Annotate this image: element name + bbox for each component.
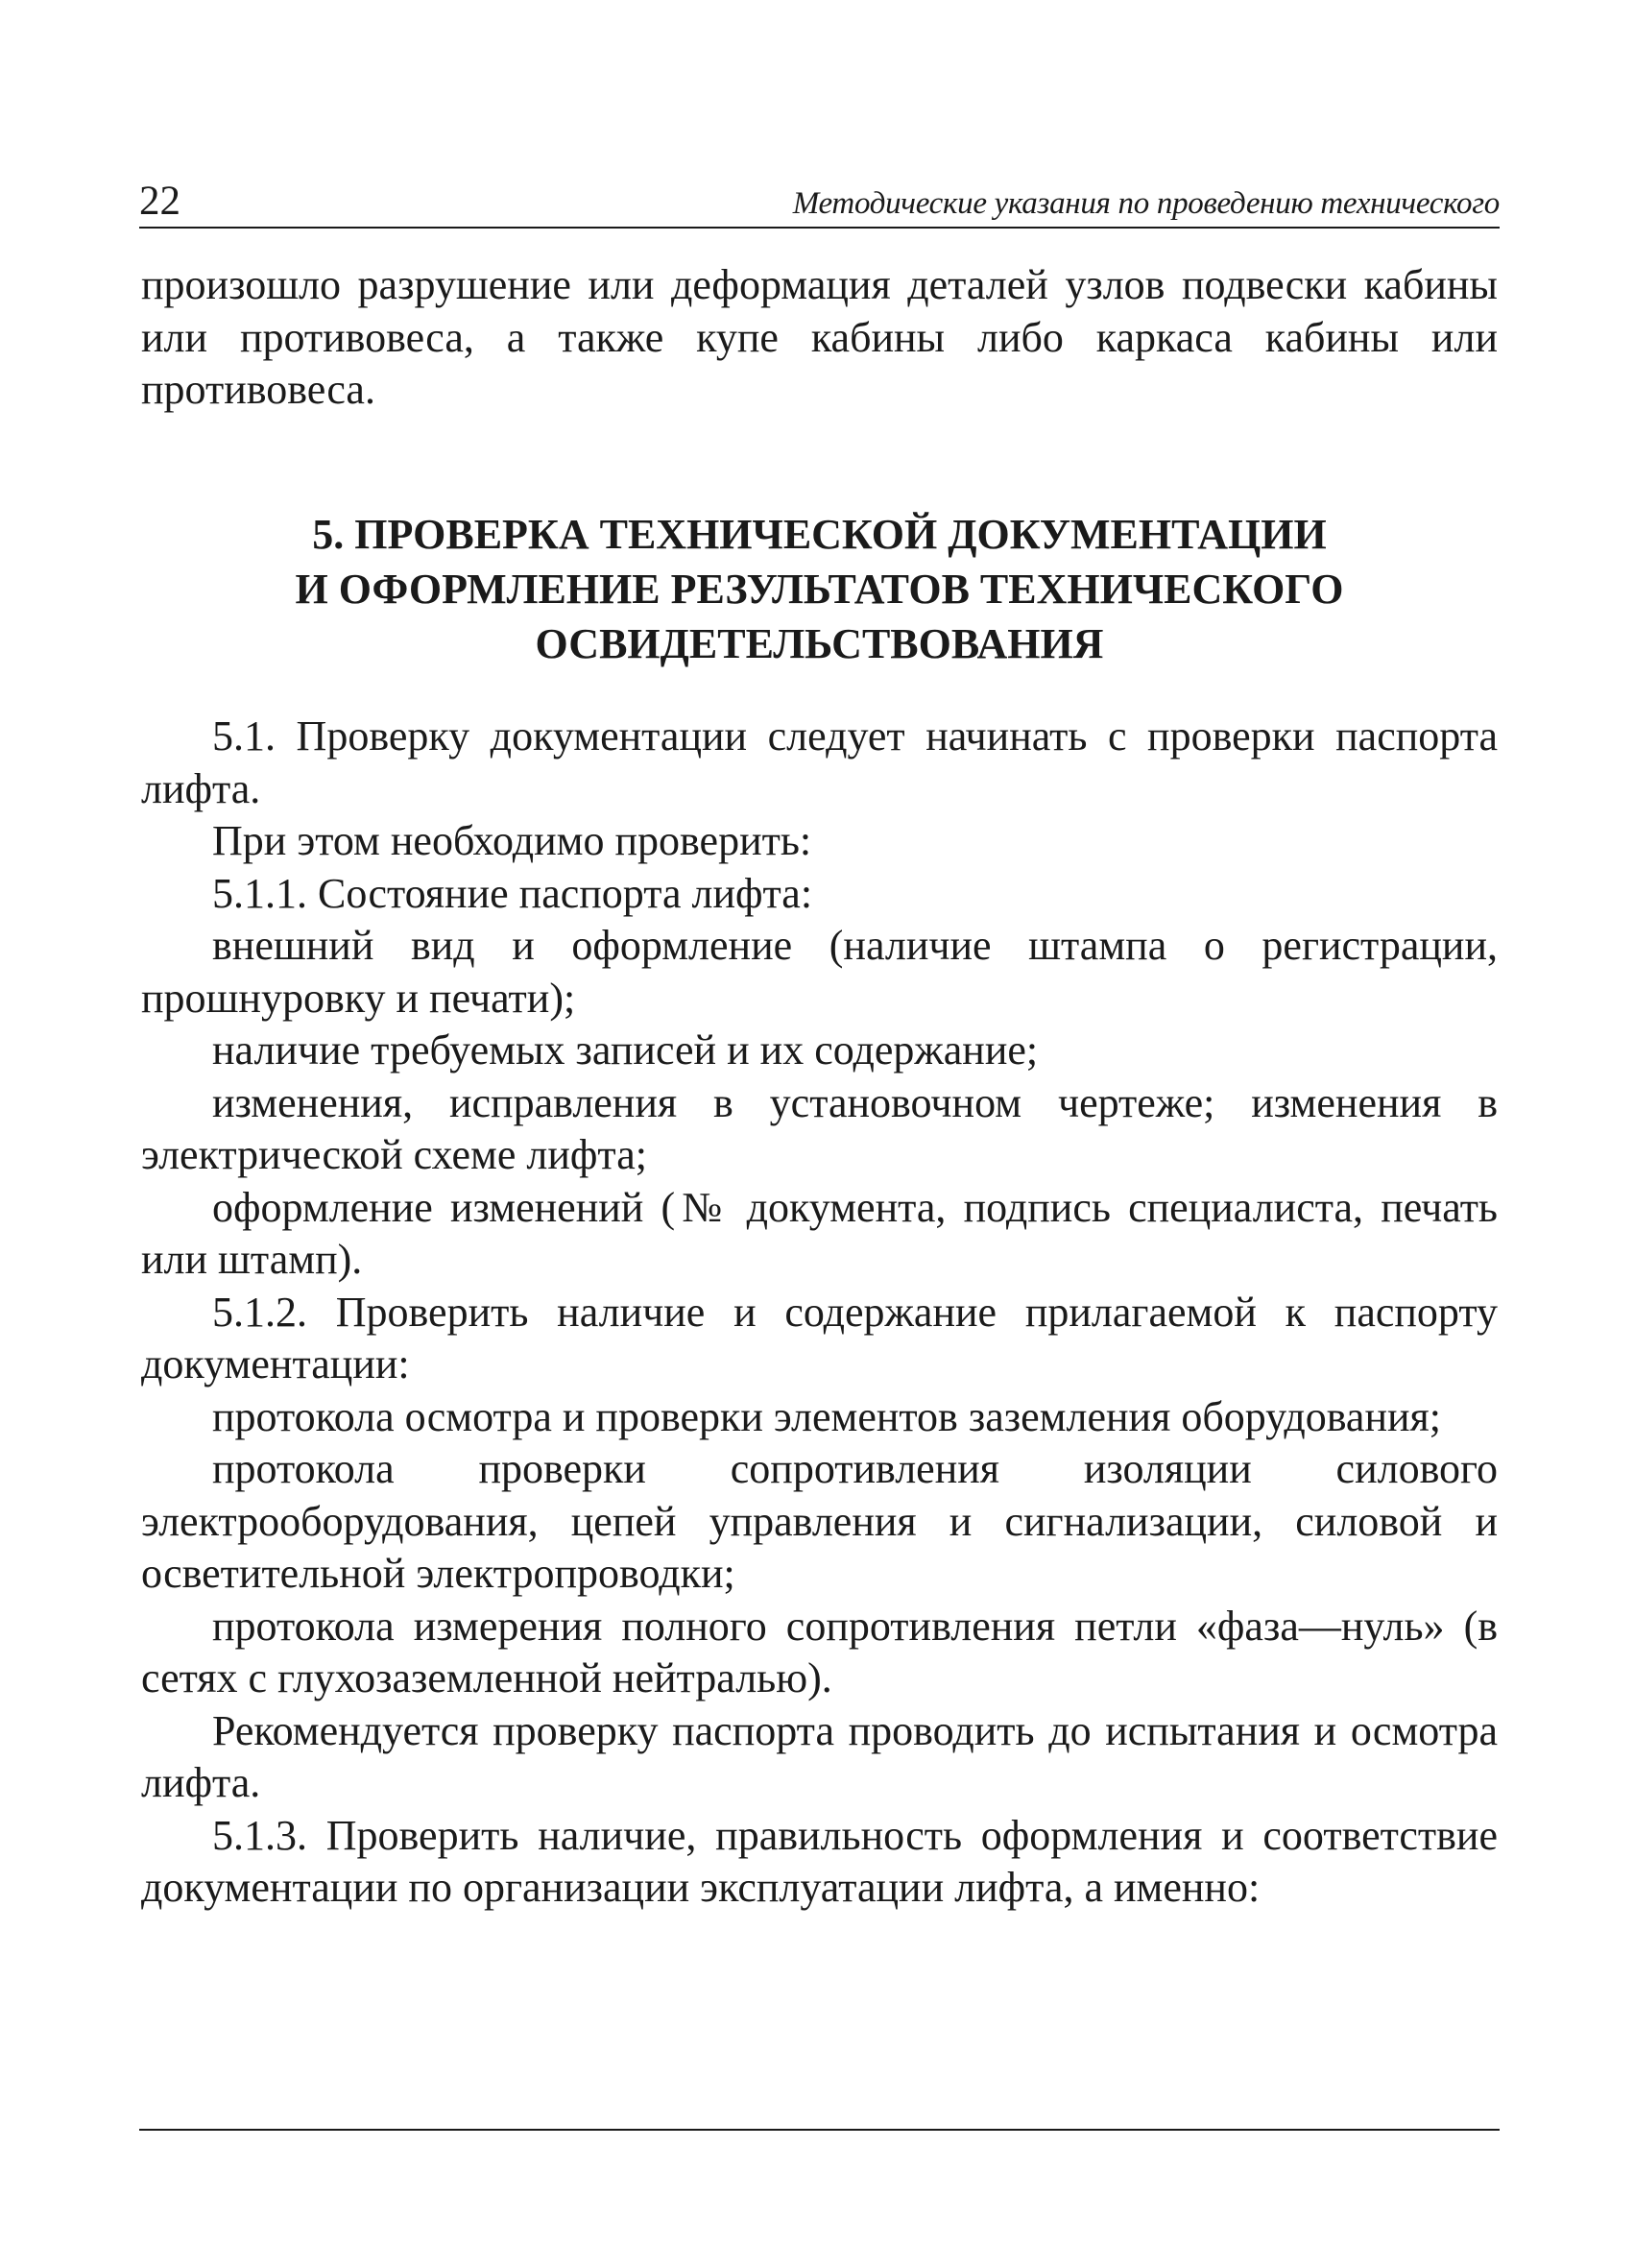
paragraph: оформление изменений (№ документа, подпись специалиста, печать или штамп). bbox=[141, 1183, 1498, 1283]
footer-rule bbox=[139, 2129, 1500, 2131]
continuation-text bbox=[141, 259, 1498, 417]
section-heading-line: ОСВИДЕТЕЛЬСТВОВАНИЯ bbox=[535, 620, 1104, 667]
paragraph: 5.1. Проверку документации следует начинать с проверки паспорта лифта. bbox=[141, 712, 1498, 812]
paragraph: 5.1.2. Проверить наличие и содержание прилагаемой к паспорту документации: bbox=[141, 1288, 1498, 1387]
header-rule bbox=[139, 227, 1500, 229]
paragraph: 5.1.3. Проверить наличие, правильность оформления и соответствие документации по организации эксплуатации лифта, а именно: bbox=[141, 1811, 1498, 1911]
page-number: 22 bbox=[139, 179, 180, 224]
section-body bbox=[141, 711, 1498, 1915]
paragraph: протокола осмотра и проверки элементов заземления оборудования; bbox=[212, 1392, 1442, 1440]
paragraph: изменения, исправления в установочном чертеже; изменения в электрической схеме лифта; bbox=[141, 1078, 1498, 1178]
paragraph: При этом необходимо проверить: bbox=[212, 817, 812, 864]
section-heading-line: 5. ПРОВЕРКА ТЕХНИЧЕСКОЙ ДОКУМЕНТАЦИИ bbox=[312, 511, 1327, 558]
section-heading bbox=[141, 507, 1498, 671]
paragraph: Рекомендуется проверку паспорта проводить до испытания и осмотра лифта. bbox=[141, 1706, 1498, 1806]
section-heading-line: И ОФОРМЛЕНИЕ РЕЗУЛЬТАТОВ ТЕХНИЧЕСКОГО bbox=[295, 566, 1344, 613]
paragraph: внешний вид и оформление (наличие штампа о регистрации, прошнуровку и печати); bbox=[141, 922, 1498, 1022]
paragraph: наличие требуемых записей и их содержание; bbox=[212, 1026, 1039, 1074]
running-title: Методические указания по проведению технического bbox=[792, 186, 1500, 221]
paragraph: протокола измерения полного сопротивления петли «фаза—нуль» (в сетях с глухозаземленной нейтралью). bbox=[141, 1602, 1498, 1701]
paragraph: произошло разрушение или деформация деталей узлов подвески кабины или противовеса, а также купе кабины либо каркаса кабины или противовеса. bbox=[141, 261, 1498, 413]
paragraph: протокола проверки сопротивления изоляции силового электрооборудования, цепей управления и сигнализации, силовой и осветительной электропроводки; bbox=[141, 1445, 1498, 1597]
paragraph: 5.1.1. Состояние паспорта лифта: bbox=[212, 869, 813, 917]
